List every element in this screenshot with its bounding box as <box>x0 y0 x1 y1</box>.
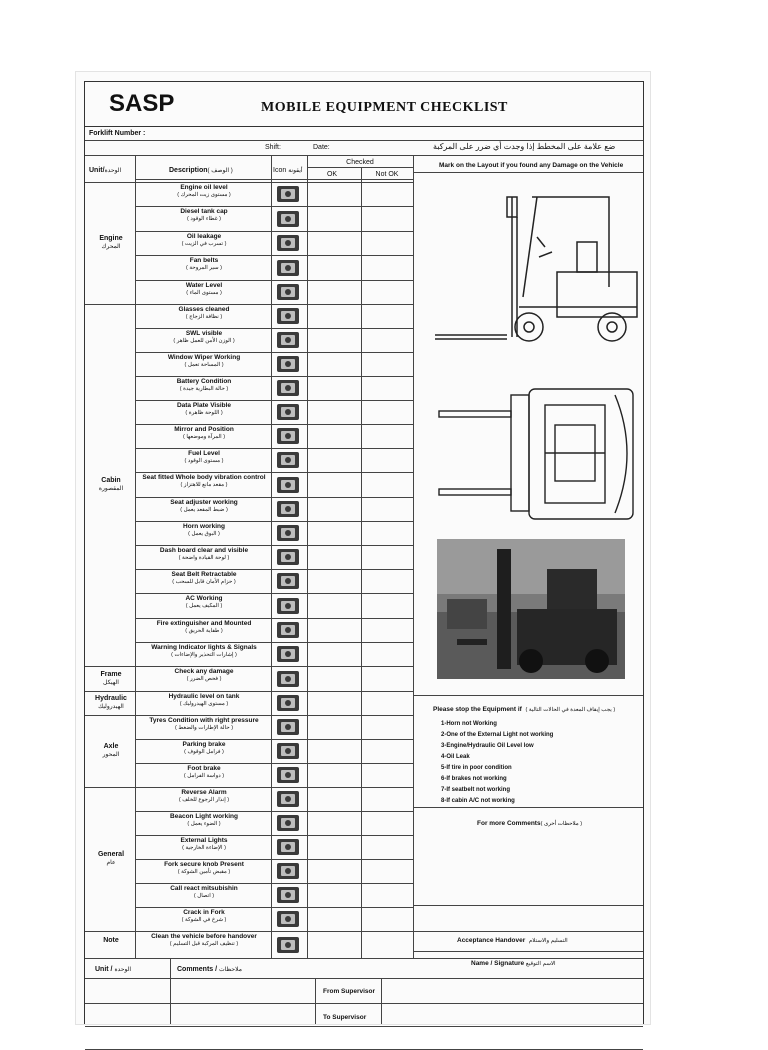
unit-column-header: Unit/الوحدة <box>89 167 122 174</box>
not-ok-checkbox-cell[interactable] <box>361 691 413 715</box>
not-ok-checkbox-cell[interactable] <box>361 280 413 304</box>
ok-checkbox-cell[interactable] <box>307 691 361 715</box>
horn-icon <box>275 524 301 542</box>
checklist-item <box>137 837 271 852</box>
ok-checkbox-cell[interactable] <box>307 763 361 787</box>
checklist-item <box>137 282 271 297</box>
ok-checkbox-cell[interactable] <box>307 521 361 545</box>
item-description-arabic: ( تنظيف المركبة قبل التسليم ) <box>169 941 239 947</box>
not-ok-checkbox-cell[interactable] <box>361 666 413 691</box>
group-label-general <box>85 851 137 867</box>
group-name-arabic: المحرك <box>101 244 121 250</box>
checked-header: Checked <box>346 159 374 166</box>
data-plate-icon <box>275 403 301 421</box>
header-divider <box>85 155 643 156</box>
bottom-column-divider <box>381 978 382 1024</box>
checklist-item <box>137 378 271 393</box>
not-ok-checkbox-cell[interactable] <box>361 497 413 521</box>
warning-lights-icon <box>275 645 301 663</box>
item-description: Fork secure knob Present <box>164 861 244 868</box>
ok-checkbox-cell[interactable] <box>307 618 361 642</box>
foot-brake-icon <box>275 766 301 784</box>
header-divider <box>85 140 643 141</box>
item-description: Glasses cleaned <box>178 306 230 313</box>
oil-leak-icon <box>275 234 301 252</box>
item-description-arabic: ( تسرب في الزيت ) <box>181 241 227 247</box>
ok-checkbox-cell[interactable] <box>307 787 361 811</box>
ac-icon <box>275 597 301 615</box>
group-label-hydraulic <box>85 695 137 711</box>
stop-condition-item: 3-Engine/Hydraulic Oil Level low <box>441 743 534 749</box>
group-label-frame <box>85 671 137 687</box>
checklist-item <box>137 717 271 732</box>
item-description-arabic: ( البوق يعمل ) <box>188 531 220 537</box>
stop-condition-item: 1-Horn not Working <box>441 721 497 727</box>
item-description-arabic: ( المساحة تعمل ) <box>184 362 224 368</box>
group-divider <box>85 691 135 692</box>
item-description: Horn working <box>183 523 225 530</box>
bottom-column-divider <box>315 978 316 1024</box>
table-bottom-divider <box>85 958 643 959</box>
header-box <box>84 81 644 127</box>
group-name: Hydraulic <box>95 695 127 702</box>
checklist-item <box>137 523 271 538</box>
group-divider <box>85 715 135 716</box>
not-ok-checkbox-cell[interactable] <box>361 739 413 763</box>
item-description: Crack in Fork <box>183 909 225 916</box>
checked-divider <box>307 167 413 168</box>
not-ok-checkbox-cell[interactable] <box>361 763 413 787</box>
item-description: Call react mitsubishin <box>170 885 238 892</box>
unit-column-divider <box>135 155 136 958</box>
item-description: Hydraulic level on tank <box>168 693 240 700</box>
item-description: SWL visible <box>185 330 223 337</box>
not-ok-checkbox-cell[interactable] <box>361 231 413 255</box>
item-description-arabic: ( مستوى الهيدروليك ) <box>179 701 229 707</box>
item-description: Parking brake <box>182 741 226 748</box>
checklist-item <box>137 644 271 659</box>
item-description-arabic: ( شرخ في الشوكة ) <box>181 917 227 923</box>
item-description-arabic: ( مقبض تأمين الشوكة ) <box>177 869 231 875</box>
checklist-item <box>137 571 271 586</box>
not-ok-checkbox-cell[interactable] <box>361 787 413 811</box>
item-description: Warning Indicator lights & Signals <box>151 644 257 651</box>
ok-checkbox-cell[interactable] <box>307 304 361 328</box>
checklist-item <box>137 330 271 345</box>
checklist-item <box>137 693 271 708</box>
item-description-arabic: ( مستوى زيت المحرك ) <box>177 192 231 198</box>
item-description-arabic: ( مستوى الوقود ) <box>184 458 224 464</box>
panel-divider <box>413 807 643 808</box>
checklist-item <box>137 184 271 199</box>
not-ok-checkbox-cell[interactable] <box>361 352 413 376</box>
ok-checkbox-cell[interactable] <box>307 545 361 569</box>
hydraulic-tank-icon <box>275 694 301 712</box>
parking-brake-icon <box>275 742 301 760</box>
panel-divider <box>413 905 643 906</box>
ok-checkbox-cell[interactable] <box>307 811 361 835</box>
swl-plate-icon <box>275 331 301 349</box>
forklift-number-label: Forklift Number : <box>89 130 146 137</box>
not-ok-checkbox-cell[interactable] <box>361 618 413 642</box>
group-name: Cabin <box>101 477 121 484</box>
acceptance-handover-label: Acceptance Handover التسليم والاستلام <box>457 937 568 944</box>
item-description: Beacon Light working <box>170 813 238 820</box>
checklist-item <box>137 765 271 780</box>
item-description: Diesel tank cap <box>180 208 228 215</box>
group-name-arabic: المحور <box>102 752 120 758</box>
dashboard-icon <box>275 548 301 566</box>
fuel-gauge-icon <box>275 451 301 469</box>
ok-checkbox-cell[interactable] <box>307 448 361 472</box>
bottom-comments-label: Comments / ملاحظات <box>177 966 242 973</box>
item-description: Oil leakage <box>186 233 222 240</box>
ok-checkbox-cell[interactable] <box>307 352 361 376</box>
ok-checkbox-cell[interactable] <box>307 328 361 352</box>
item-description: Fuel Level <box>188 450 220 457</box>
checklist-item <box>137 813 271 828</box>
external-lights-icon <box>275 838 301 856</box>
item-description: External Lights <box>180 837 228 844</box>
seat-icon <box>275 476 301 494</box>
checklist-item <box>137 789 271 804</box>
group-name-arabic: عام <box>106 860 116 866</box>
group-divider <box>85 787 135 788</box>
group-divider <box>85 304 135 305</box>
bottom-unit-label: Unit / الوحدة <box>95 966 132 973</box>
description-column-header: Description( الوصف ) <box>169 167 233 174</box>
group-name-arabic: الهيكل <box>103 679 119 686</box>
panel-divider <box>413 951 643 952</box>
item-description-arabic: ( طفاية الحريق ) <box>185 628 223 634</box>
seat-belt-icon <box>275 572 301 590</box>
item-description: Reverse Alarm <box>181 789 227 796</box>
name-signature-label: Name / Signature الاسم التوقيع <box>471 960 556 967</box>
checklist-item <box>137 668 271 683</box>
extinguisher-icon <box>275 621 301 639</box>
item-description-arabic: ( ضبط المقعد يعمل ) <box>180 507 228 513</box>
panel-divider <box>413 172 643 173</box>
item-description-arabic: ( اللوحة ظاهرة ) <box>185 410 223 416</box>
group-label-engine <box>85 235 137 251</box>
ok-checkbox-cell[interactable] <box>307 472 361 497</box>
item-description: Tyres Condition with right pressure <box>149 717 259 724</box>
item-description: Dash board clear and visible <box>159 547 249 554</box>
item-description: Window Wiper Working <box>167 354 241 361</box>
checklist-item <box>137 933 271 948</box>
panel-divider <box>413 695 643 696</box>
ok-checkbox-cell[interactable] <box>307 376 361 400</box>
checklist-sheet <box>76 72 650 1024</box>
fork-crack-icon <box>275 910 301 928</box>
item-description-arabic: ( إنذار الرجوع للخلف ) <box>178 797 230 803</box>
not-ok-checkbox-cell[interactable] <box>361 376 413 400</box>
checklist-item <box>137 257 271 272</box>
group-divider <box>85 666 135 667</box>
header-divider <box>135 179 413 180</box>
item-description: Clean the vehicle before handover <box>151 933 257 940</box>
checklist-item <box>137 595 271 610</box>
item-description-arabic: ( حالة البطارية جيدة ) <box>179 386 229 392</box>
bottom-row-divider <box>85 978 643 979</box>
item-description: Foot brake <box>187 765 221 772</box>
icon-column-header: Icon أيقونة <box>273 167 303 174</box>
tyre-icon <box>275 718 301 736</box>
from-supervisor-label: From Supervisor <box>323 988 376 995</box>
ok-checkbox-cell[interactable] <box>307 931 361 958</box>
item-description: Check any damage <box>174 668 234 675</box>
checklist-item <box>137 885 271 900</box>
panel-divider <box>413 931 643 932</box>
layout-mark-header: Mark on the Layout if you found any Damage on the Vehicle <box>439 162 624 169</box>
fuel-cap-icon <box>275 210 301 228</box>
damage-icon <box>275 670 301 688</box>
fork-knob-icon <box>275 862 301 880</box>
not-ok-checkbox-cell[interactable] <box>361 328 413 352</box>
item-description: Battery Condition <box>176 378 232 385</box>
item-description: Data Plate Visible <box>176 402 232 409</box>
to-supervisor-label: To Supervisor <box>323 1014 367 1021</box>
item-description: AC Working <box>185 595 223 602</box>
item-description-arabic: ( إشارات التحذير والإضاءات ) <box>171 652 237 658</box>
not-ok-checkbox-cell[interactable] <box>361 715 413 739</box>
not-ok-checkbox-cell[interactable] <box>361 304 413 328</box>
stop-condition-item: 6-If brakes not working <box>441 776 507 782</box>
checklist-item <box>137 620 271 635</box>
stop-condition-item: 7-If seatbelt not working <box>441 787 511 793</box>
checklist-item <box>137 450 271 465</box>
not-ok-checkbox-cell[interactable] <box>361 859 413 883</box>
item-description-arabic: ( سير المروحة ) <box>185 265 222 271</box>
shift-label: Shift: <box>265 144 281 151</box>
item-description-arabic: ( المرآة وموضعها ) <box>182 434 226 440</box>
not-ok-checkbox-cell[interactable] <box>361 835 413 859</box>
not-ok-checkbox-cell[interactable] <box>361 206 413 231</box>
ok-checkbox-cell[interactable] <box>307 255 361 280</box>
item-description-arabic: ( دواسة الفرامل ) <box>183 773 225 779</box>
date-label: Date: <box>313 144 330 151</box>
description-column-divider <box>271 155 272 958</box>
checklist-item <box>137 741 271 756</box>
ok-checkbox-cell[interactable] <box>307 907 361 931</box>
item-description: Engine oil level <box>180 184 228 191</box>
checklist-item <box>137 402 271 417</box>
item-description: Water Level <box>185 282 223 289</box>
group-name: Note <box>103 936 119 944</box>
item-description-arabic: ( المكيف يعمل ) <box>185 603 223 609</box>
ok-checkbox-cell[interactable] <box>307 666 361 691</box>
item-description: Fan belts <box>189 257 219 264</box>
item-description-arabic: ( الضوء يعمل ) <box>187 821 221 827</box>
item-description-arabic: ( فرامل الوقوف ) <box>184 749 224 755</box>
item-description-arabic: ( غطاء الوقود ) <box>187 216 221 222</box>
item-description-arabic: ( مقعد مانع للاهتزاز ) <box>180 482 228 488</box>
beacon-icon <box>275 814 301 832</box>
battery-icon <box>275 379 301 397</box>
bottom-row-divider <box>85 1026 643 1027</box>
not-ok-column-header: Not OK <box>375 171 399 178</box>
item-description: Mirror and Position <box>174 426 234 433</box>
wiper-icon <box>275 355 301 373</box>
group-name-arabic: المقصورة <box>98 486 124 492</box>
checklist-item <box>137 861 271 876</box>
not-ok-checkbox-cell[interactable] <box>361 255 413 280</box>
checklist-item <box>137 547 271 562</box>
stop-condition-item: 2-One of the External Light not working <box>441 732 554 738</box>
ok-checkbox-cell[interactable] <box>307 883 361 907</box>
document-title: MOBILE EQUIPMENT CHECKLIST <box>261 100 508 115</box>
checklist-item <box>137 354 271 369</box>
not-ok-checkbox-cell[interactable] <box>361 521 413 545</box>
item-description-arabic: ( الوزن الأمن للعمل ظاهر ) <box>173 338 235 344</box>
group-name: Frame <box>100 670 122 678</box>
ok-checkbox-cell[interactable] <box>307 835 361 859</box>
ok-checkbox-cell[interactable] <box>307 739 361 763</box>
not-ok-checkbox-cell[interactable] <box>361 907 413 931</box>
not-ok-checkbox-cell[interactable] <box>361 811 413 835</box>
group-name: Engine <box>99 235 123 242</box>
glass-icon <box>275 307 301 325</box>
coolant-icon <box>275 283 301 301</box>
item-description-arabic: ( مستوى الماء ) <box>186 290 222 296</box>
checklist-item <box>137 499 271 514</box>
ok-checkbox-cell[interactable] <box>307 569 361 593</box>
stop-condition-item: 8-If cabin A/C not working <box>441 798 515 804</box>
cleaning-icon <box>275 936 301 954</box>
bottom-row-divider <box>85 1003 643 1004</box>
checklist-item <box>137 426 271 441</box>
checklist-item <box>137 474 271 489</box>
not-ok-checkbox-cell[interactable] <box>361 424 413 448</box>
checklist-item <box>137 909 271 924</box>
not-ok-checkbox-cell[interactable] <box>361 400 413 424</box>
not-ok-checkbox-cell[interactable] <box>361 182 413 206</box>
ok-column-header: OK <box>326 171 338 178</box>
stop-condition-item: 5-If tire in poor condition <box>441 765 512 771</box>
not-ok-checkbox-cell[interactable] <box>361 931 413 958</box>
mirror-icon <box>275 427 301 445</box>
checklist-item <box>137 306 271 321</box>
forklift-side-view-drawing <box>427 187 641 367</box>
not-ok-checkbox-cell[interactable] <box>361 569 413 593</box>
item-description: Seat Belt Retractable <box>171 571 237 578</box>
item-description-arabic: ( حالة الإطارات والضغط ) <box>174 725 234 731</box>
item-description: Seat adjuster working <box>170 499 238 506</box>
not-ok-checkbox-cell[interactable] <box>361 883 413 907</box>
forklift-photo <box>437 539 625 679</box>
ok-checkbox-cell[interactable] <box>307 231 361 255</box>
ok-checkbox-cell[interactable] <box>307 593 361 618</box>
oil-can-icon <box>275 185 301 203</box>
item-description-arabic: ( حزام الأمان قابل للسحب ) <box>172 579 236 585</box>
item-description: Fire extinguisher and Mounted <box>156 620 252 627</box>
not-ok-checkbox-cell[interactable] <box>361 545 413 569</box>
item-description-arabic: ( الإضاءة الخارجية ) <box>182 845 226 851</box>
call-icon <box>275 886 301 904</box>
not-ok-checkbox-cell[interactable] <box>361 642 413 666</box>
group-label-note <box>85 937 137 945</box>
stop-condition-item: 4-Oil Leak <box>441 754 470 760</box>
ok-checkbox-cell[interactable] <box>307 424 361 448</box>
group-label-axle <box>85 743 137 759</box>
group-label-cabin <box>85 477 137 493</box>
not-ok-checkbox-cell[interactable] <box>361 593 413 618</box>
group-divider <box>85 182 135 183</box>
group-divider <box>85 931 135 932</box>
item-description-arabic: ( فحص الضرر ) <box>186 676 222 682</box>
reverse-alarm-icon <box>275 790 301 808</box>
ok-checkbox-cell[interactable] <box>307 280 361 304</box>
ok-checkbox-cell[interactable] <box>307 642 361 666</box>
item-description: Seat fitted Whole body vibration control <box>142 474 266 481</box>
not-ok-checkbox-cell[interactable] <box>361 472 413 497</box>
item-description-arabic: ( لوحة القيادة واضحة ) <box>178 555 230 561</box>
ok-checkbox-cell[interactable] <box>307 497 361 521</box>
item-description-arabic: ( اتصال ) <box>193 893 215 899</box>
checklist-item <box>137 233 271 248</box>
checklist-table <box>84 127 644 1024</box>
more-comments-title: For more Comments( ملاحظات أخرى ) <box>477 820 583 827</box>
fan-belt-icon <box>275 259 301 277</box>
group-name: General <box>97 851 125 858</box>
ok-checkbox-cell[interactable] <box>307 859 361 883</box>
ok-checkbox-cell[interactable] <box>307 400 361 424</box>
arabic-mark-instruction: ضع علامة على المخطط إذا وجدت أي ضرر على المركبة <box>433 142 616 151</box>
forklift-top-view-drawing <box>435 385 641 533</box>
seat-adjuster-icon <box>275 500 301 518</box>
group-name-arabic: الهيدروليك <box>98 704 124 710</box>
ok-checkbox-cell[interactable] <box>307 715 361 739</box>
checklist-item <box>137 208 271 223</box>
bottom-column-divider <box>170 958 171 1024</box>
ok-checkbox-cell[interactable] <box>307 182 361 206</box>
checked-column-divider <box>413 155 414 958</box>
company-logo: SASP <box>109 90 175 117</box>
stop-equipment-title: Please stop the Equipment if ( يجب إيقاف المعدة في الحالات التالية ) <box>433 706 616 713</box>
not-ok-checkbox-cell[interactable] <box>361 448 413 472</box>
group-name: Axle <box>103 743 119 750</box>
ok-checkbox-cell[interactable] <box>307 206 361 231</box>
item-description-arabic: ( نظافة الزجاج ) <box>185 314 223 320</box>
